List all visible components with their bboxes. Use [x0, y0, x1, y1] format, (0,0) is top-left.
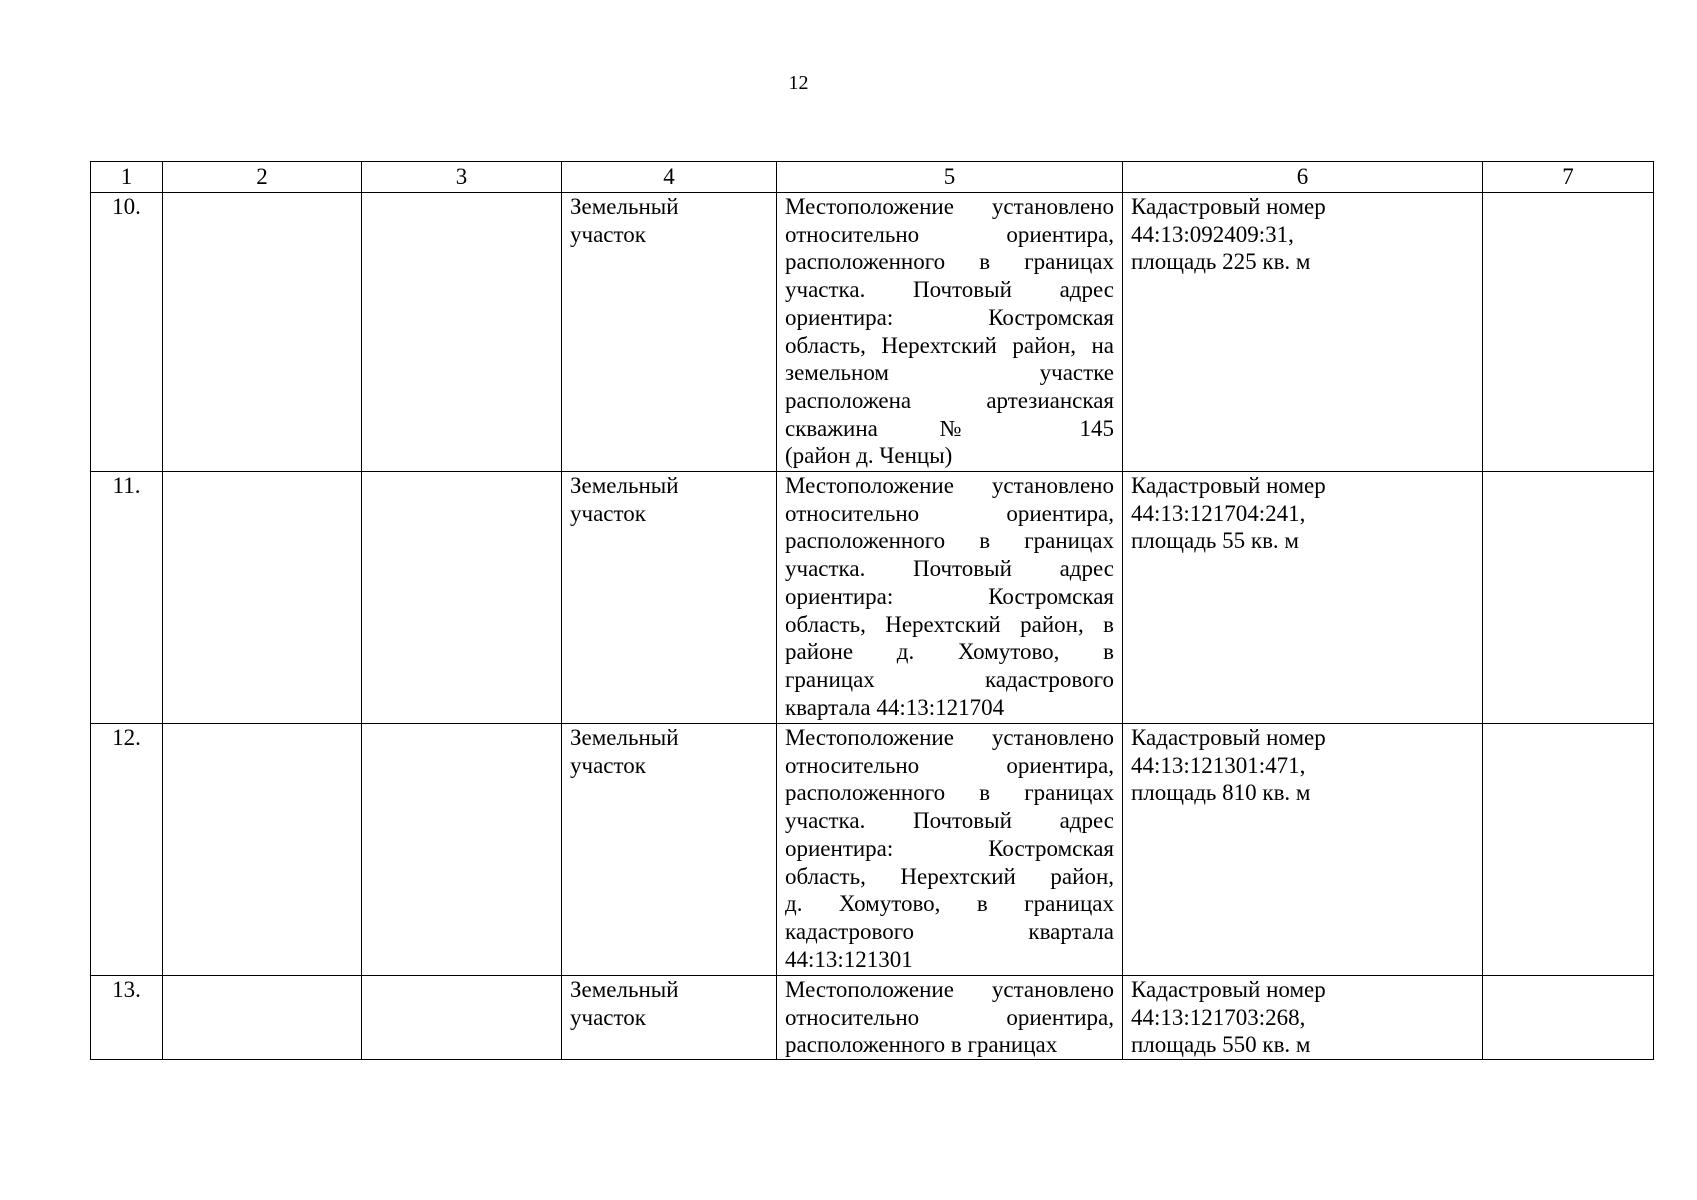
cell-line: Кадастровый номер: [1131, 725, 1326, 750]
cell-line: площадь 550 кв. м: [1131, 1032, 1311, 1058]
object-type-cell: [562, 724, 777, 976]
cell-line: расположенного в границах: [785, 249, 1114, 275]
col2-cell: [163, 472, 362, 724]
col3-cell: [362, 472, 562, 724]
col7-cell: [1483, 472, 1654, 724]
cell-line: Кадастровый номер: [1131, 977, 1326, 1002]
cell-line: участок: [570, 500, 646, 526]
land-plots-table: [90, 161, 1654, 1060]
location-cell: [777, 724, 1123, 976]
cell-line: квартала 44:13:121704: [785, 694, 1005, 720]
col7-cell: [1483, 724, 1654, 976]
cell-line: участка. Почтовый адрес: [785, 808, 1114, 834]
header-cell-1: 1: [91, 162, 163, 193]
cell-line: участок: [570, 221, 646, 247]
cell-line: область, Нерехтский район,: [785, 863, 1114, 889]
cell-line: участка. Почтовый адрес: [785, 277, 1114, 303]
table-row: [91, 193, 1654, 472]
cell-line: Земельный: [570, 977, 679, 1002]
cell-line: 44:13:121301:471,: [1131, 752, 1306, 778]
cell-line: Местоположение установлено: [785, 725, 1114, 750]
cadastre-cell: [1123, 976, 1483, 1060]
table-row: [91, 724, 1654, 976]
cell-line: ориентира: Костромская: [785, 304, 1114, 330]
header-cell-3: 3: [362, 162, 562, 193]
row-number-cell: 12.: [91, 724, 163, 976]
cell-line: 44:13:092409:31,: [1131, 221, 1294, 247]
table-row: [91, 976, 1654, 1060]
cell-line: 44:13:121301: [785, 946, 913, 972]
cell-line: (район д. Ченцы): [785, 443, 953, 469]
header-cell-7: 7: [1483, 162, 1654, 193]
cell-line: Местоположение установлено: [785, 977, 1114, 1002]
header-cell-2: 2: [163, 162, 362, 193]
cell-line: относительно ориентира,: [785, 500, 1114, 526]
object-type-cell: [562, 193, 777, 472]
cadastre-cell: [1123, 724, 1483, 976]
cell-line: 44:13:121703:268,: [1131, 1004, 1306, 1030]
cell-line: д. Хомутово, в границах: [785, 891, 1114, 917]
cell-line: 44:13:121704:241,: [1131, 500, 1306, 526]
col2-cell: [163, 976, 362, 1060]
cell-line: Кадастровый номер: [1131, 473, 1326, 498]
cell-line: Земельный: [570, 473, 679, 498]
cell-line: Земельный: [570, 725, 679, 750]
object-type-cell: [562, 976, 777, 1060]
table-header-row: [91, 162, 1654, 193]
cell-line: Земельный: [570, 194, 679, 219]
cell-line: расположена артезианская: [785, 387, 1114, 413]
cell-line: относительно ориентира,: [785, 752, 1114, 778]
cell-line: площадь 55 кв. м: [1131, 528, 1299, 554]
cell-line: относительно ориентира,: [785, 221, 1114, 247]
table-row: [91, 472, 1654, 724]
cell-line: расположенного в границах: [785, 528, 1114, 554]
cell-line: Местоположение установлено: [785, 473, 1114, 498]
cell-line: скважина № 145: [785, 415, 1114, 441]
col7-cell: [1483, 193, 1654, 472]
col7-cell: [1483, 976, 1654, 1060]
cell-line: Кадастровый номер: [1131, 194, 1326, 219]
cadastre-cell: [1123, 472, 1483, 724]
header-cell-4: 4: [562, 162, 777, 193]
cell-line: площадь 810 кв. м: [1131, 780, 1311, 806]
cell-line: районе д. Хомутово, в: [785, 639, 1114, 665]
col3-cell: [362, 976, 562, 1060]
row-number-cell: 13.: [91, 976, 163, 1060]
cell-line: расположенного в границах: [785, 1032, 1058, 1058]
col3-cell: [362, 724, 562, 976]
location-cell: [777, 976, 1123, 1060]
cell-line: участок: [570, 752, 646, 778]
page-number: [0, 72, 1697, 95]
col2-cell: [163, 193, 362, 472]
cell-line: кадастрового квартала: [785, 918, 1114, 944]
cell-line: область, Нерехтский район, в: [785, 611, 1114, 637]
location-cell: [777, 472, 1123, 724]
header-cell-5: 5: [777, 162, 1123, 193]
cell-line: область, Нерехтский район, на: [785, 332, 1114, 358]
cell-line: земельном участке: [785, 360, 1114, 386]
location-cell: [777, 193, 1123, 472]
cell-line: относительно ориентира,: [785, 1004, 1114, 1030]
header-cell-6: 6: [1123, 162, 1483, 193]
row-number-cell: 10.: [91, 193, 163, 472]
cadastre-cell: [1123, 193, 1483, 472]
cell-line: расположенного в границах: [785, 780, 1114, 806]
col2-cell: [163, 724, 362, 976]
cell-line: площадь 225 кв. м: [1131, 249, 1311, 275]
cell-line: ориентира: Костромская: [785, 583, 1114, 609]
cell-line: участка. Почтовый адрес: [785, 556, 1114, 582]
object-type-cell: [562, 472, 777, 724]
cell-line: ориентира: Костромская: [785, 835, 1114, 861]
page-number-text: 12: [788, 72, 809, 94]
cell-line: Местоположение установлено: [785, 194, 1114, 219]
row-number-cell: 11.: [91, 472, 163, 724]
col3-cell: [362, 193, 562, 472]
cell-line: границах кадастрового: [785, 666, 1114, 692]
cell-line: участок: [570, 1004, 646, 1030]
